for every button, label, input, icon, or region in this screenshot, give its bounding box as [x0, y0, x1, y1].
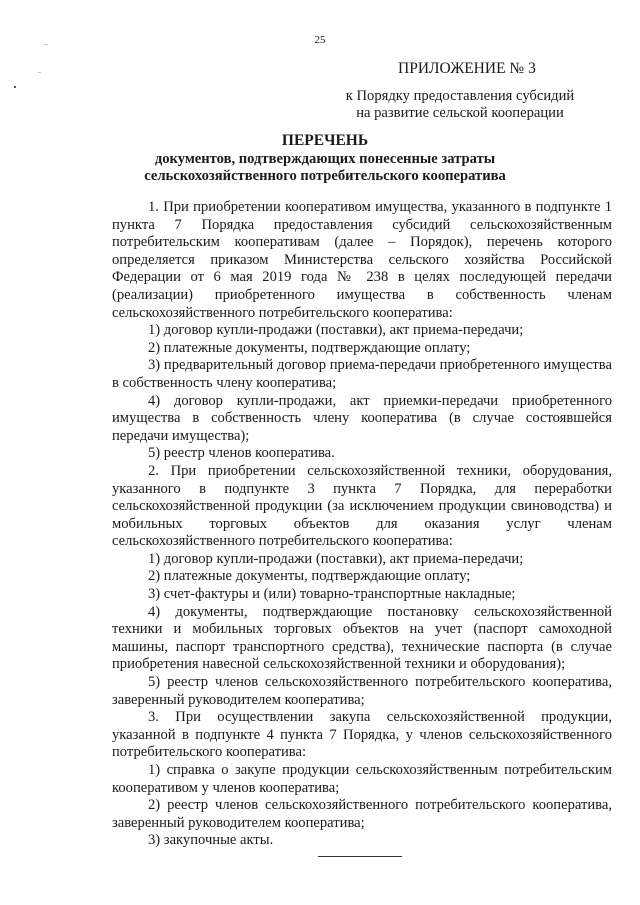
- list-item: 2) платежные документы, подтверждающие оплату;: [148, 568, 471, 585]
- document-heading: [100, 132, 550, 185]
- heading-subtitle-line: сельскохозяйственного потребительского кооператива: [144, 168, 506, 184]
- appendix-reference-line: к Порядку предоставления субсидий: [345, 88, 575, 104]
- list-item: 3) закупочные акты.: [148, 832, 274, 849]
- list-item: 3) счет-фактуры и (или) товарно-транспортные накладные;: [148, 586, 516, 603]
- paragraph: 1. При приобретении кооперативом имущества, указанного в подпункте 1 пункта 7 Порядка предоставления субсидий сельскохозяйственным потребительским кооперативам (далее – Порядок), перечень которого определяется приказом Министерства сельского хозяйства Российской Федерации от 6 мая 2019 года № 238 в целях последующей передачи (реализации) приобретенного имущества в собственность членам сельскохозяйственного потребительского кооператива:: [112, 199, 612, 321]
- list-item: 1) справка о закупе продукции сельскохозяйственным потребительским кооперативом у членов кооператива;: [112, 762, 612, 796]
- list-item: 4) договор купли-продажи, акт приемки-передачи приобретенного имущества в собственность члену кооператива (в случае состоявшейся передачи имущества);: [112, 392, 612, 444]
- scan-mark: [38, 72, 41, 73]
- list-item: 1) договор купли-продажи (поставки), акт приема-передачи;: [148, 550, 524, 567]
- list-item: 4) документы, подтверждающие постановку сельскохозяйственной техники и мобильных торговых объектов на учет (паспорт самоходной машины, паспорт транспортного средства), технические паспорта (в случае приобретения навесной сельскохозяйственной техники и оборудования);: [112, 603, 612, 673]
- list-item: 1) договор купли-продажи (поставки), акт приема-передачи;: [148, 322, 524, 339]
- heading-subtitle-line: документов, подтверждающих понесенные затраты: [154, 151, 496, 167]
- appendix-reference-line: на развитие сельской кооперации: [356, 105, 564, 121]
- heading-title: ПЕРЕЧЕНЬ: [281, 132, 369, 149]
- scan-mark: [14, 86, 16, 88]
- list-item: 2) реестр членов сельскохозяйственного потребительского кооператива, заверенный руководителем кооператива;: [112, 797, 612, 831]
- list-item: 2) платежные документы, подтверждающие оплату;: [148, 339, 471, 356]
- end-of-document-rule: [318, 856, 402, 857]
- appendix-title: ПРИЛОЖЕНИЕ № 3: [398, 60, 536, 77]
- list-item: 5) реестр членов кооператива.: [148, 445, 335, 462]
- list-item: 3) предварительный договор приема-передачи приобретенного имущества в собственность члену кооператива;: [112, 357, 612, 391]
- document-body: [112, 199, 612, 850]
- paragraph: 2. При приобретении сельскохозяйственной техники, оборудования, указанного в подпункте 3 пункта 7 Порядка, для переработки сельскохозяйственной продукции (за исключением продукции свиноводства) и мобильных торговых объектов для оказания услуг членам сельскохозяйственного потребительского кооператива:: [112, 462, 612, 550]
- paragraph: 3. При осуществлении закупа сельскохозяйственной продукции, указанной в подпункте 4 пункта 7 Порядка, у членов сельскохозяйственного потребительского кооператива:: [112, 709, 612, 761]
- list-item: 5) реестр членов сельскохозяйственного потребительского кооператива, заверенный руководителем кооператива;: [112, 674, 612, 708]
- page-number: 25: [314, 34, 326, 46]
- appendix-reference: [340, 88, 580, 122]
